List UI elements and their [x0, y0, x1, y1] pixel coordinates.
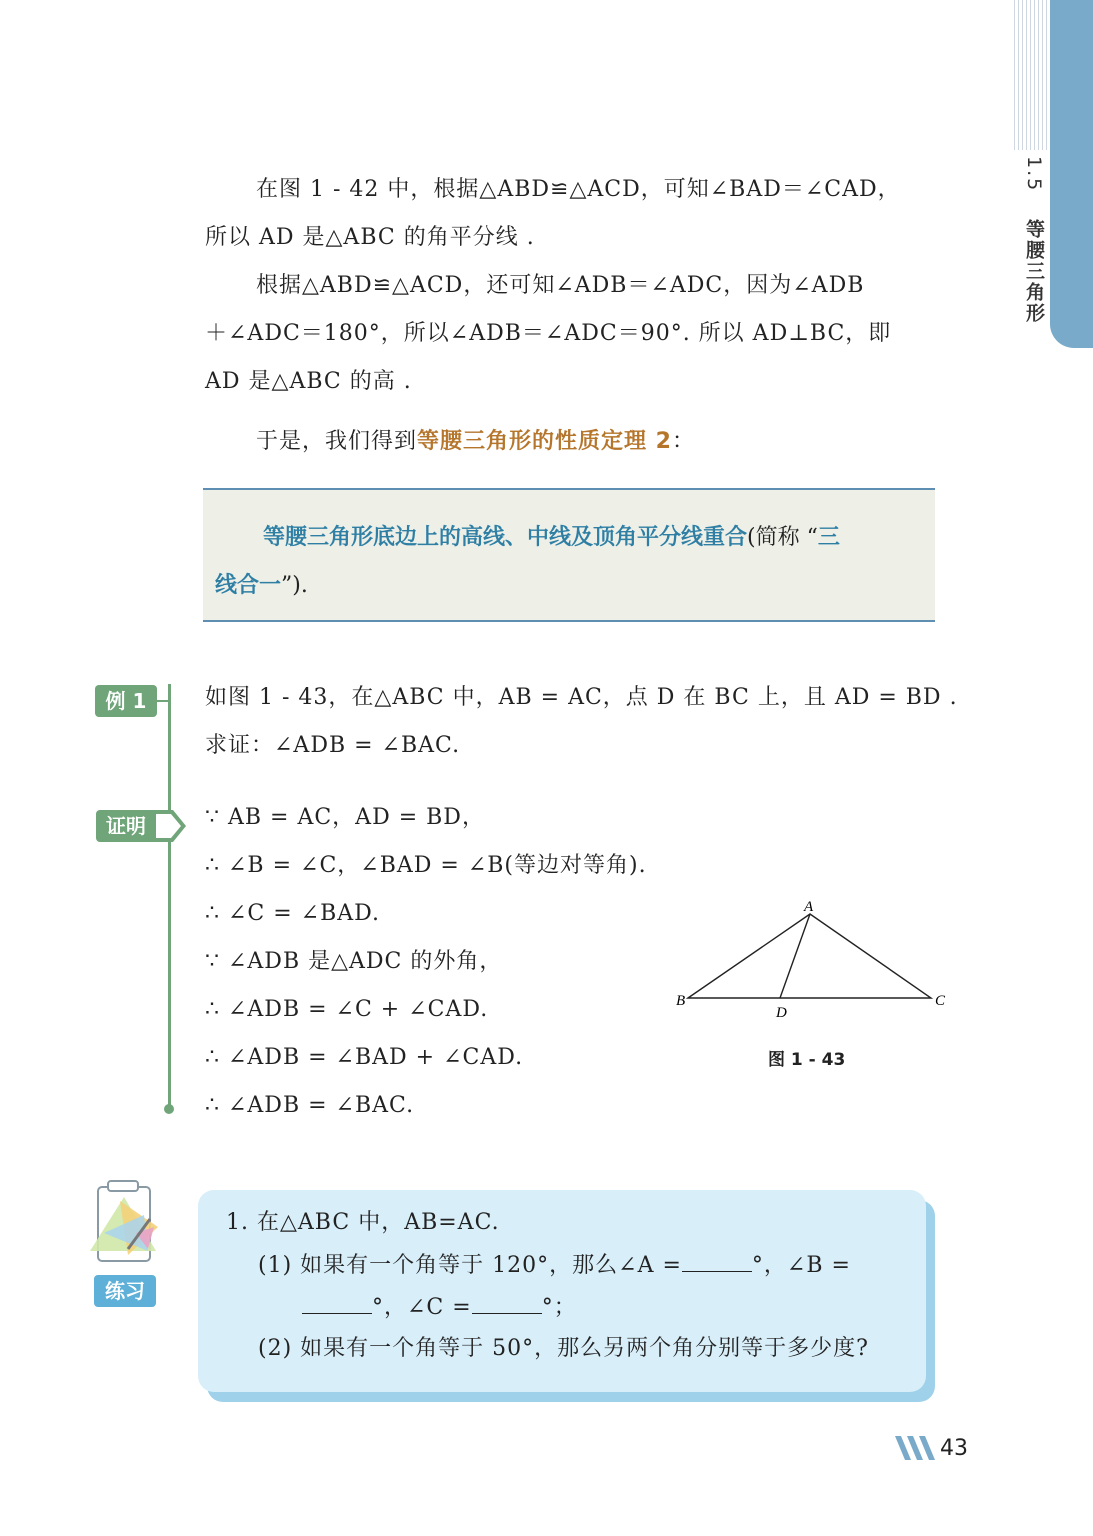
proof-line-5: ∴ ∠ADB = ∠C + ∠CAD. — [205, 997, 489, 1022]
theorem-abbrev-close: ”). — [281, 573, 308, 598]
vertex-label-a: A — [804, 899, 814, 915]
practice-question-1a-line-1 — [258, 1253, 851, 1278]
theorem-box — [203, 488, 935, 622]
figure-caption: 图 1 - 43 — [768, 1050, 846, 1070]
example-badge: 例 1 — [95, 685, 157, 717]
segment-ad — [780, 914, 810, 998]
practice-q1a-end: °； — [541, 1295, 577, 1320]
example-line-2: 求证：∠ADB = ∠BAC. — [205, 733, 461, 758]
paragraph-2-line-1: 根据△ABD≌△ACD，还可知∠ADB＝∠ADC，因为∠ADB — [256, 273, 865, 298]
proof-badge-arrow — [155, 808, 189, 844]
paragraph-2-line-3: AD 是△ABC 的高 . — [205, 369, 412, 394]
paragraph-3-suffix: ： — [671, 429, 695, 454]
practice-q1a-angle-c: °，∠C = — [372, 1295, 472, 1320]
answer-blank-angle-c[interactable] — [472, 1295, 542, 1314]
proof-line-7: ∴ ∠ADB = ∠BAC. — [205, 1093, 415, 1118]
paragraph-3 — [256, 430, 695, 454]
practice-badge: 练习 — [94, 1275, 156, 1307]
paragraph-3-prefix: 于是，我们得到 — [256, 429, 418, 454]
triangle-figure — [668, 893, 958, 1028]
proof-line-4: ∵ ∠ADB 是△ADC 的外角， — [205, 949, 503, 974]
proof-line-1: ∵ AB = AC，AD = BD， — [205, 805, 485, 830]
proof-line-2: ∴ ∠B = ∠C，∠BAD = ∠B(等边对等角). — [205, 853, 647, 878]
proof-badge: 证明 — [96, 810, 156, 842]
point-label-d: D — [776, 1005, 787, 1021]
vertex-label-b: B — [676, 993, 686, 1009]
chapter-side-tab — [1050, 0, 1093, 348]
section-label — [1018, 156, 1048, 324]
answer-blank-angle-b[interactable] — [302, 1295, 372, 1314]
practice-question-1b: (2) 如果有一个角等于 50°，那么另两个角分别等于多少度? — [258, 1336, 869, 1361]
section-number: 1.5 — [1023, 156, 1045, 193]
answer-blank-angle-a[interactable] — [682, 1253, 752, 1272]
vertex-label-c: C — [935, 993, 946, 1009]
theorem-line-2 — [215, 568, 308, 599]
theorem-abbrev-start: 三 — [817, 525, 840, 550]
proof-line-6: ∴ ∠ADB = ∠BAD + ∠CAD. — [205, 1045, 524, 1070]
practice-icon — [84, 1175, 168, 1271]
theorem-abbrev-rest: 线合一 — [215, 573, 282, 598]
example-vertical-line — [168, 684, 171, 1110]
practice-question-1a-line-2 — [302, 1295, 577, 1320]
triangle-abc — [688, 914, 931, 998]
theorem-abbrev-open: (简称 “ — [747, 525, 818, 550]
practice-question-1: 1. 在△ABC 中，AB=AC. — [226, 1210, 500, 1235]
page-number: 43 — [940, 1436, 968, 1461]
theorem-statement: 等腰三角形底边上的高线、中线及顶角平分线重合 — [263, 525, 748, 550]
theorem-name-highlight: 等腰三角形的性质定理 2 — [417, 429, 672, 454]
example-line-1: 如图 1 - 43，在△ABC 中，AB = AC，点 D 在 BC 上，且 AD = BD . — [205, 685, 958, 710]
paragraph-1-line-1: 在图 1 - 42 中，根据△ABD≌△ACD，可知∠BAD＝∠CAD， — [256, 177, 901, 202]
practice-q1a-angle-b: °，∠B = — [751, 1253, 851, 1278]
side-decoration-lines — [1012, 0, 1052, 150]
proof-line-3: ∴ ∠C = ∠BAD. — [205, 901, 381, 926]
theorem-line-1 — [263, 520, 840, 551]
paragraph-1-line-2: 所以 AD 是△ABC 的角平分线 . — [205, 225, 535, 250]
section-title: 等腰三角形 — [1023, 218, 1045, 324]
page-number-decoration — [895, 1436, 939, 1462]
practice-q1a-text: (1) 如果有一个角等于 120°，那么∠A = — [258, 1253, 682, 1278]
example-badge-connector — [155, 700, 171, 702]
paragraph-2-line-2: ＋∠ADC＝180°，所以∠ADB＝∠ADC＝90°. 所以 AD⊥BC，即 — [205, 321, 892, 346]
example-line-end-dot — [164, 1104, 174, 1114]
